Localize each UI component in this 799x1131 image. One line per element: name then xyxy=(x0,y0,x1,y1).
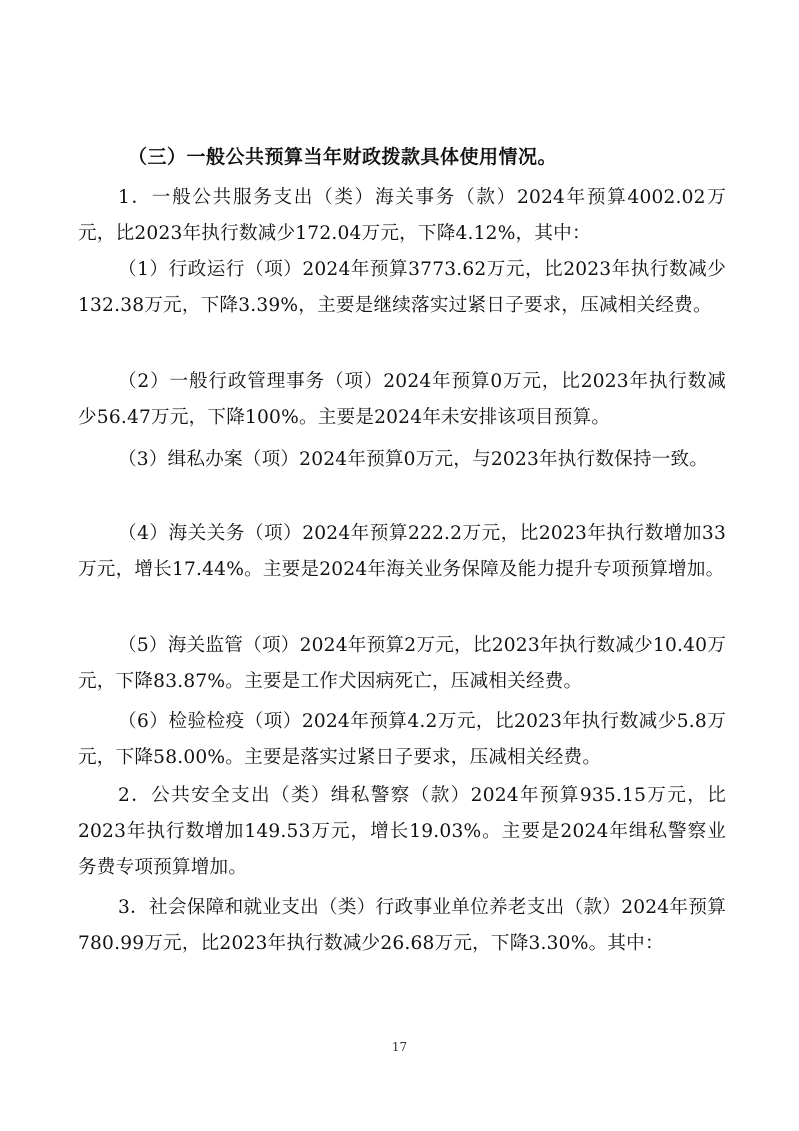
paragraph-2: 2．公共安全支出（类）缉私警察（款）2024年预算935.15万元，比2023年执行数增加149.53万元，增长19.03%。主要是2024年缉私警察业务费专项预算增加。 xyxy=(78,785,726,878)
paragraph-1-5: （5）海关监管（项）2024年预算2万元，比2023年执行数减少10.40万元，下降83.87%。主要是工作犬因病死亡，压减相关经费。 xyxy=(78,635,726,692)
paragraph-1-1: （1）行政运行（项）2024年预算3773.62万元，比2023年执行数减少132.38万元，下降3.39%，主要是继续落实过紧日子要求，压减相关经费。 xyxy=(78,259,726,316)
page-number: 17 xyxy=(391,1040,408,1054)
section-heading: （三）一般公共预算当年财政拨款具体使用情况。 xyxy=(128,146,558,168)
paragraph-1-4: （4）海关关务（项）2024年预算222.2万元，比2023年执行数增加33万元，增长17.44%。主要是2024年海关业务保障及能力提升专项预算增加。 xyxy=(78,523,726,580)
paragraph-1-3: （3）缉私办案（项）2024年预算0万元，与2023年执行数保持一致。 xyxy=(118,449,709,470)
paragraph-1-6: （6）检验检疫（项）2024年预算4.2万元，比2023年执行数减少5.8万元，下降58.00%。主要是落实过紧日子要求，压减相关经费。 xyxy=(78,711,726,768)
paragraph-1-2: （2）一般行政管理事务（项）2024年预算0万元，比2023年执行数减少56.47万元，下降100%。主要是2024年未安排该项目预算。 xyxy=(78,371,726,428)
paragraph-3: 3．社会保障和就业支出（类）行政事业单位养老支出（款）2024年预算780.99万元，比2023年执行数减少26.68万元，下降3.30%。其中： xyxy=(78,897,726,954)
paragraph-1: 1．一般公共服务支出（类）海关事务（款）2024年预算4002.02万元，比2023年执行数减少172.04万元，下降4.12%，其中： xyxy=(78,187,726,244)
